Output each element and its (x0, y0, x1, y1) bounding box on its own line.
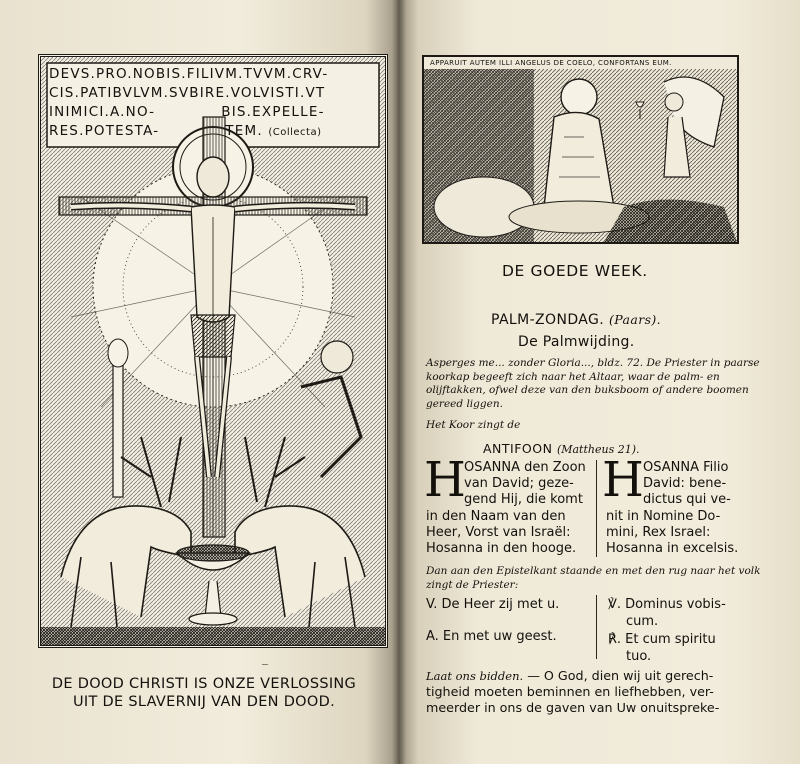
engraving-caption-line: UIT DE SLAVERNIJ VAN DEN DOOD. (73, 694, 335, 710)
engraving-caption-line: DE DOOD CHRISTI IS ONZE VERLOSSING (51, 676, 357, 692)
response-latin-line: ℟. Et cum spiritu (608, 631, 716, 647)
show-through-text (410, 200, 414, 214)
versicle-latin-line: cum. (626, 614, 659, 630)
prayer-line: tigheid moeten beminnen en liefhebben, ver- (426, 684, 714, 700)
liturgical-color: (Paars). (608, 312, 662, 327)
column-divider (596, 460, 597, 557)
antiphon-dutch-line: Heer, Vorst van Israël: (426, 524, 571, 540)
crucifixion-engraving (38, 54, 388, 648)
column-divider (596, 595, 597, 659)
antiphon-dutch-line: OSANNA den Zoon (464, 460, 586, 475)
day-title (491, 312, 661, 328)
inscription-line (49, 122, 379, 141)
prayer-line-text: — O God, dien wij uit gerech- (523, 668, 714, 683)
antiphon-title-text: ANTIFOON (483, 441, 553, 456)
response-dutch: A. En met uw geest. (426, 629, 557, 644)
antiphon-latin-line: dictus qui ve- (643, 492, 731, 508)
antiphon-latin-line: OSANNA Filio (643, 460, 729, 475)
antiphon-dutch-body (426, 509, 576, 558)
versicle-latin (608, 596, 726, 666)
antiphon-dutch-line: Hosanna in den hooge. (426, 540, 577, 556)
versicle-dutch: V. De Heer zij met u. (426, 597, 560, 612)
antiphon-dutch-head (464, 460, 586, 509)
crucifixion-illustration (41, 57, 385, 645)
rubric-instruction: Asperges me... zonder Gloria..., bldz. 72. De Priester in paarse koorkap begeeft zich naar het Altaar, waar de palm- en olijftakken, ofwel deze van den buksboom of andere boomen gereed liggen. (426, 357, 760, 410)
prayer-line (426, 668, 786, 684)
antiphon-dutch-line: van David; geze- (464, 476, 574, 492)
vignette-caption: APPARUIT AUTEM ILLI ANGELUS DE COELO, CONFORTANS EUM. (430, 59, 672, 67)
antiphon-latin-body (606, 509, 738, 558)
section-title: DE GOEDE WEEK. (502, 262, 648, 280)
dropcap-latin: H (602, 452, 644, 508)
prayer-text (426, 668, 786, 717)
gethsemane-illustration (424, 57, 737, 242)
book-gutter (392, 0, 406, 764)
inscription-line: CIS.PATIBVLVM.SVBIRE.VOLVISTI.VT (49, 85, 326, 101)
inscription-fragment: BIS.EXPELLE- (221, 104, 325, 120)
response-latin-line: tuo. (626, 649, 652, 665)
inscription-source: (Collecta) (268, 127, 322, 138)
versicle-latin-line: ℣. Dominus vobis- (608, 597, 726, 612)
prayer-line: meerder in ons de gaven van Uw onuitspreke- (426, 700, 720, 716)
latin-inscription (49, 65, 379, 141)
antiphon-latin-line: Hosanna in excelsis. (606, 540, 739, 556)
prayer-intro: Laat ons bidden. (426, 669, 524, 683)
inscription-line: DEVS.PRO.NOBIS.FILIVM.TVVM.CRV- (49, 66, 329, 82)
antiphon-latin-line: David: bene- (643, 476, 727, 492)
antiphon-latin-head (643, 460, 731, 509)
subtitle: De Palmwijding. (518, 334, 635, 350)
inscription-fragment: INIMICI.A.NO- (49, 104, 156, 120)
antiphon-latin-line: nit in Nomine Do- (606, 508, 721, 524)
antiphon-reference: (Mattheus 21). (556, 443, 640, 456)
inscription-fragment: TEM. (225, 123, 263, 139)
antiphon-dutch-line: in den Naam van den (426, 508, 566, 524)
antiphon-latin-line: mini, Rex Israel: (606, 524, 711, 540)
gethsemane-vignette (422, 55, 739, 244)
rubric-instruction: Het Koor zingt de (426, 419, 521, 431)
inscription-fragment: RES.POTESTA- (49, 123, 160, 139)
rubric-instruction: Dan aan den Epistelkant staande en met den rug naar het volk zingt de Priester: (426, 565, 761, 591)
day-title-text: PALM-ZONDAG. (491, 312, 605, 328)
antiphon-dutch-line: gend Hij, die komt (464, 492, 583, 508)
dropcap-dutch: H (424, 452, 466, 508)
inscription-line (49, 103, 379, 122)
page-dash: – (262, 656, 268, 670)
